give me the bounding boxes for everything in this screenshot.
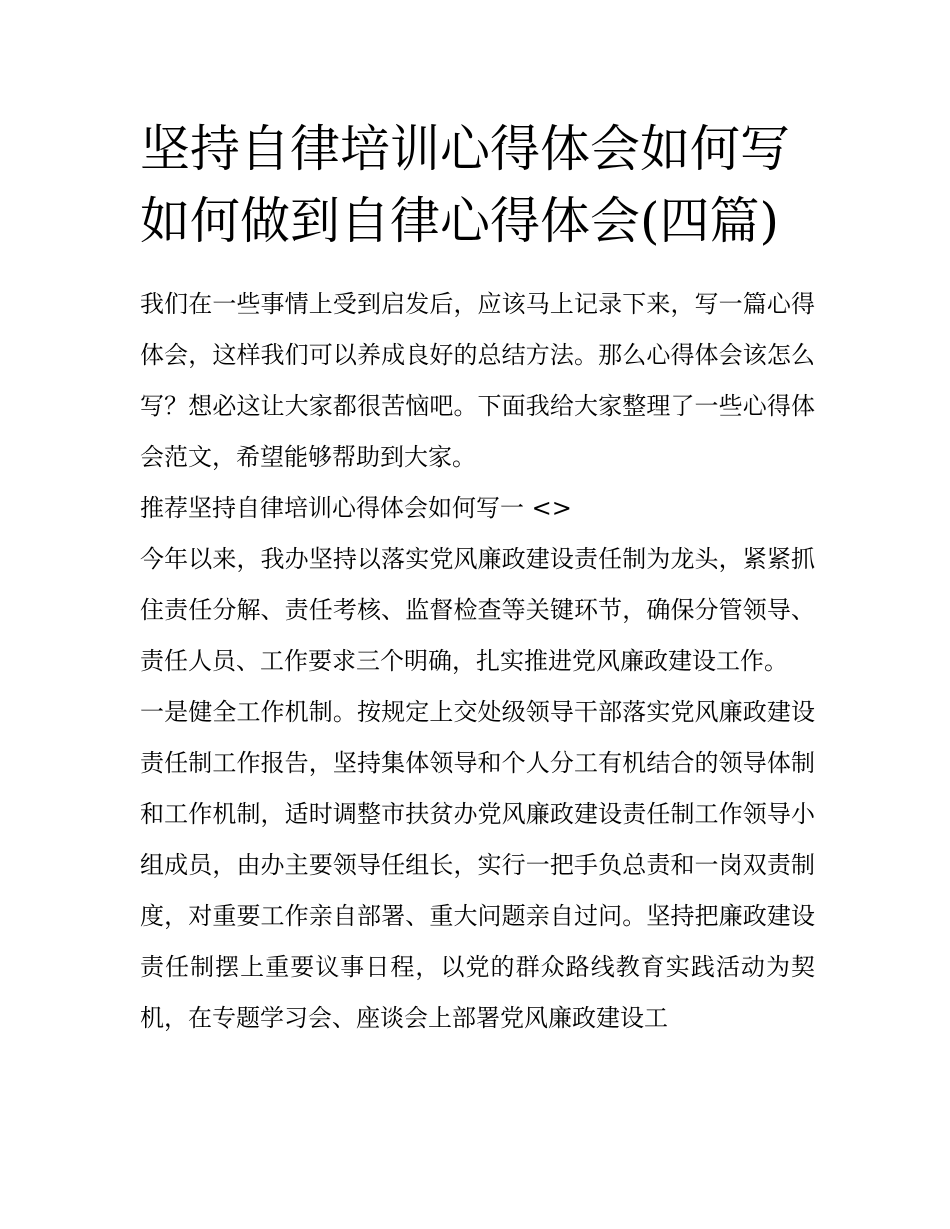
title-line-1: 坚持自律培训心得体会如何写: [140, 120, 790, 178]
section-heading: 推荐坚持自律培训心得体会如何写一 <>: [140, 494, 572, 522]
document-title: [140, 113, 830, 257]
body-paragraph: 今年以来，我办坚持以落实党风廉政建设责任制为龙头，紧紧抓住责任分解、责任考核、监督检查等关键环节，确保分管领导、责任人员、工作要求三个明确，扎实推进党风廉政建设工作。: [140, 545, 815, 675]
body-paragraph: 一是健全工作机制。按规定上交处级领导干部落实党风廉政建设责任制工作报告，坚持集体领导和个人分工有机结合的领导体制和工作机制，适时调整市扶贫办党风廉政建设责任制工作领导小组成员，由办主要领导任组长，实行一把手负总责和一岗双责制度，对重要工作亲自部署、重大问题亲自过问。坚持把廉政建设责任制摆上重要议事日程，以党的群众路线教育实践活动为契机，在专题学习会、座谈会上部署党风廉政建设工: [140, 698, 815, 1032]
document-body: [140, 279, 815, 1044]
intro-paragraph: 我们在一些事情上受到启发后，应该马上记录下来，写一篇心得体会，这样我们可以养成良好的总结方法。那么心得体会该怎么写？想必这让大家都很苦恼吧。下面我给大家整理了一些心得体会范文，希望能够帮助到大家。: [140, 290, 815, 471]
title-line-2: 如何做到自律心得体会(四篇): [140, 192, 780, 250]
